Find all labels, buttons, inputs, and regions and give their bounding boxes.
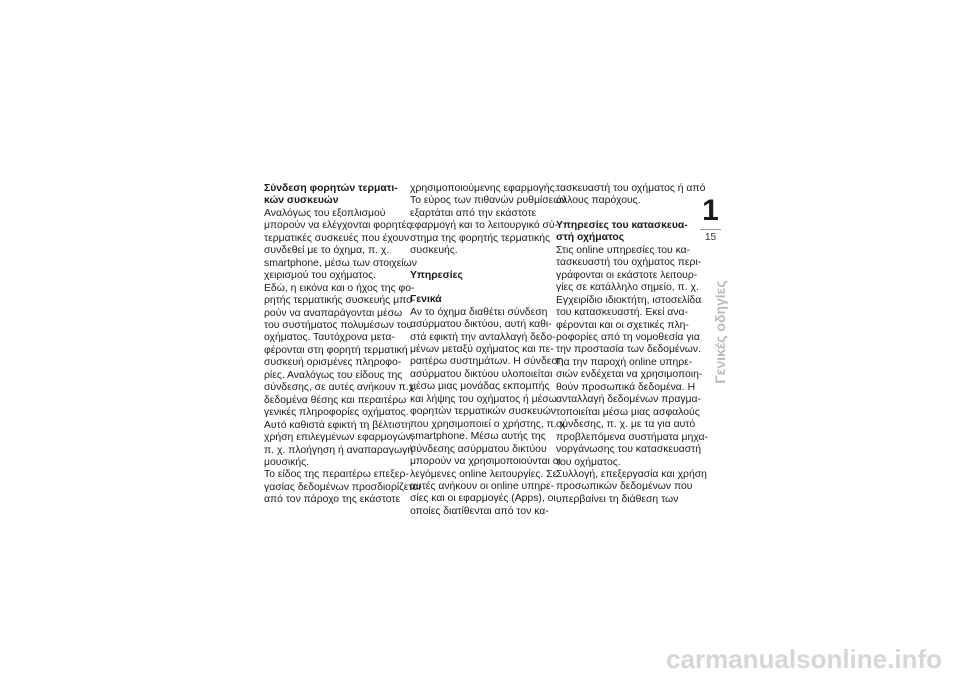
text-line: την προστασία των δεδομένων. [556,344,701,356]
text-line: Υπηρεσίες του κατασκευα- [556,219,688,231]
text-line: χρήση επιλεγμένων εφαρμογών, [264,432,414,444]
page-number: 15 [704,232,717,243]
section-side-label-text: Γενικές οδηγίες [712,280,728,384]
text-line: τοποιείται μέσω μιας ασφαλούς [556,406,700,418]
section-heading [556,220,698,245]
paragraph-gap [556,208,698,220]
text-line: Για την παροχή online υπηρε- [556,356,693,368]
text-line: που χρησιμοποιεί ο χρήστης, π. χ. [410,418,568,430]
text-line: μένων μεταξύ οχήματος και πε- [410,343,554,355]
section-heading [410,270,552,282]
text-line: νοργάνωσης του κατασκευαστή [556,444,702,456]
text-line: προσωπικών δεδομένων που [556,481,693,493]
text-line: σύνδεσης, π. χ. με τα για αυτό [556,419,696,431]
text-line: υπερβαίνει τη διάθεση των [556,493,679,505]
text-line: συνδεθεί με το όχημα, π. χ. [264,245,390,257]
text-line: τασκευαστή του οχήματος ή από [556,183,706,194]
text-line: τερματικές συσκευές που έχουν [264,232,410,244]
text-line: χρησιμοποιούμενης εφαρμογής. [410,183,558,194]
text-line: λεγόμενες online λειτουργίες. Σε [410,468,558,480]
text-line: Υπηρεσίες [410,269,463,281]
text-line: οχήματος. Ταυτόχρονα μετα- [264,332,395,344]
text-line: άλλους παρόχους. [556,195,641,207]
text-line: ασύρματου δικτύου, αυτή καθι- [410,319,552,331]
text-column-3 [556,183,708,506]
text-line: κών συσκευών [264,195,339,207]
text-line: Το είδος της περαιτέρω επεξερ- [264,469,409,481]
text-line: εξαρτάται από την εκάστοτε [410,207,537,219]
text-line: σύνδεσης ασύρματου δικτύου [410,443,547,455]
text-column-2 [410,183,568,518]
text-line: ραιτέρω συστημάτων. Η σύνδεση [410,356,564,368]
text-line: π. χ. πλοήγηση ή αναπαραγωγή [264,444,414,456]
text-line: από τον πάροχο της εκάστοτε [264,494,401,506]
text-line: χειρισμού του οχήματος. [264,270,377,282]
text-line: Αναλόγως του εξοπλισμού [264,207,386,219]
text-line: Αν το όχημα διαθέτει σύνδεση [410,306,548,318]
text-line: προβλεπόμενα συστήματα μηχα- [556,431,708,443]
text-line: δεδομένα θέσης και περαιτέρω [264,394,407,406]
text-line: σιών ενδέχεται να χρησιμοποιη- [556,369,703,381]
text-line: Εγχειρίδιο ιδιοκτήτη, ιστοσελίδα [556,294,702,306]
text-line: του συστήματος πολυμέσων του [264,319,413,331]
text-line: γασίας δεδομένων προσδιορίζεται [264,481,421,493]
text-line: μπορούν να ελέγχονται φορητές [264,220,412,232]
paragraph [410,183,567,258]
chapter-number: 1 [702,194,719,227]
paragraph-gap [410,258,552,270]
text-line: στή οχήματος [556,232,625,244]
paragraph [556,183,706,208]
text-line: smartphone. Μέσω αυτής της [410,431,546,443]
text-line: και λήψης του οχήματος ή μέσω [410,393,557,405]
text-line: στά εφικτή την ανταλλαγή δεδο- [410,331,556,343]
text-line: Γενικά [410,294,442,306]
text-line: γίες σε κατάλληλο σημείο, π. χ. [556,282,699,294]
paragraph [264,207,421,507]
text-line: μπορούν να χρησιμοποιούνται οι [410,456,561,468]
text-line: εφαρμογή και το λειτουργικό σύ- [410,220,559,232]
text-line: ρούν να αναπαράγονται μέσω [264,307,403,319]
text-line: φέρονται και οι σχετικές πλη- [556,319,689,331]
text-line: φέρονται στη φορητή τερματική [264,344,408,356]
text-line: γράφονται οι εκάστοτε λειτουρ- [556,269,698,281]
section-heading [410,294,552,306]
text-line: Συλλογή, επεξεργασία και χρήση [556,468,707,480]
text-line: θούν προσωπικά δεδομένα. Η [556,381,696,393]
text-line: Το εύρος των πιθανών ρυθμίσεων [410,195,567,207]
text-column-1 [264,183,421,507]
text-line: μουσικής. [264,456,310,468]
text-line: Εδώ, η εικόνα και ο ήχος της φο- [264,282,415,294]
text-line: smartphone, μέσω των στοιχείων [264,257,417,269]
tab-divider [700,229,721,230]
paragraph-gap [410,282,552,294]
text-line: τασκευαστή του οχήματος περι- [556,257,702,269]
text-line: του κατασκευαστή. Εκεί ανα- [556,307,688,319]
text-line: μέσω μιας μονάδας εκπομπής [410,381,550,393]
text-line: σίες και οι εφαρμογές (Apps), οι [410,493,556,505]
text-line: ασύρματου δικτύου υλοποιείται [410,368,553,380]
text-line: αυτές ανήκουν οι online υπηρε- [410,480,555,492]
text-line: ρητής τερματικής συσκευής μπο- [264,295,416,307]
text-line: συσκευής. [410,245,458,257]
paragraph [410,306,568,519]
chapter-tab [700,196,721,244]
text-line: ρίες. Αναλόγως του είδους της [264,369,403,381]
text-line: του οχήματος. [556,456,621,468]
text-line: στημα της φορητής τερματικής [410,232,550,244]
section-heading [264,183,406,208]
watermark[interactable]: carmanualsonline.info [666,644,942,674]
text-line: Στις online υπηρεσίες του κα- [556,244,691,256]
text-line: Σύνδεση φορητών τερματι- [264,183,398,194]
text-line: ροφορίες από τη νομοθεσία για [556,331,700,343]
text-line: γενικές πληροφορίες οχήματος. [264,407,409,419]
text-line: φορητών τερματικών συσκευών [410,406,557,418]
text-line: οποίες διατίθενται από τον κα- [410,505,549,517]
paragraph [556,244,708,507]
text-line: ανταλλαγή δεδομένων πραγμα- [556,394,701,406]
text-line: σύνδεσης, σε αυτές ανήκουν π.χ. [264,382,417,394]
text-line: συσκευή ορισμένες πληροφο- [264,357,402,369]
text-line: Αυτό καθιστά εφικτή τη βέλτιστη [264,419,411,431]
